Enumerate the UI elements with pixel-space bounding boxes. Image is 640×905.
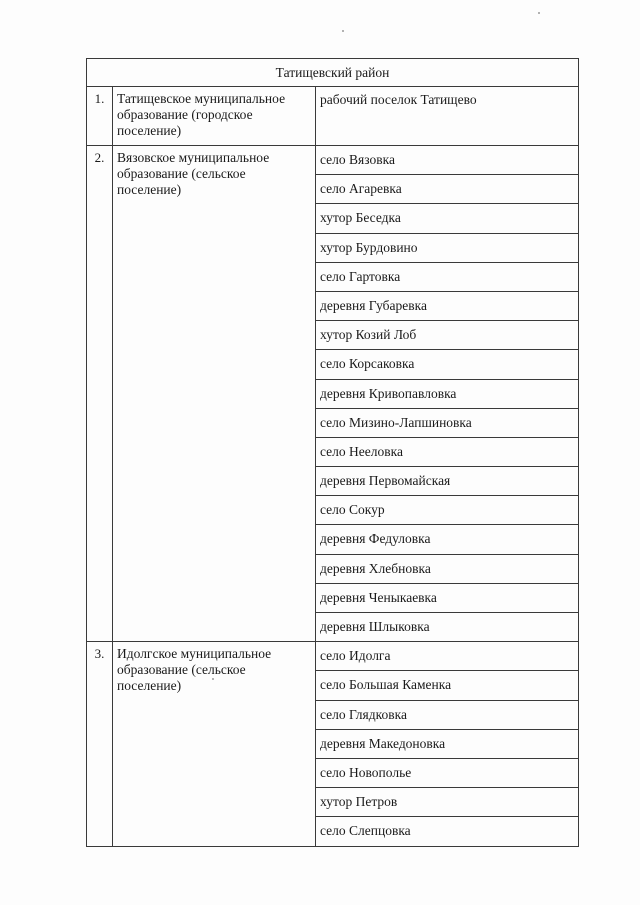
settlement-cell bbox=[316, 642, 579, 671]
settlement-cell bbox=[316, 321, 579, 350]
municipality-number: 2. bbox=[87, 146, 113, 642]
settlement-name: деревня Ченыкаевка bbox=[320, 589, 437, 605]
settlement-name: село Корсаковка bbox=[320, 356, 415, 372]
settlement-name: село Идолга bbox=[320, 648, 391, 664]
scan-speck bbox=[538, 12, 540, 14]
settlement-name: село Слепцовка bbox=[320, 823, 411, 839]
settlement-cell bbox=[316, 204, 579, 233]
municipality-name: Идолгское муниципальное образование (сельское поселение) bbox=[117, 646, 272, 694]
settlement-cell bbox=[316, 671, 579, 700]
settlement-cell bbox=[316, 87, 579, 146]
municipality-number: 3. bbox=[87, 642, 113, 846]
municipality-name: Татищевское муниципальное образование (городское поселение) bbox=[117, 91, 286, 138]
settlement-name: село Сокур bbox=[320, 502, 385, 518]
settlements-table bbox=[86, 58, 579, 847]
table-row bbox=[87, 146, 579, 175]
settlement-name: село Глядковка bbox=[320, 706, 407, 722]
municipality-cell bbox=[113, 146, 316, 642]
municipality-name: Вязовское муниципальное образование (сельское поселение) bbox=[117, 150, 270, 197]
settlement-cell bbox=[316, 554, 579, 583]
settlement-name: деревня Кривопавловка bbox=[320, 385, 457, 401]
settlement-cell bbox=[316, 788, 579, 817]
table-row bbox=[87, 87, 579, 146]
settlement-cell bbox=[316, 146, 579, 175]
settlement-name: хутор Козий Лоб bbox=[320, 327, 417, 343]
settlement-cell bbox=[316, 233, 579, 262]
settlement-name: село Нееловка bbox=[320, 443, 403, 459]
settlement-name: село Агаревка bbox=[320, 181, 402, 197]
settlement-cell bbox=[316, 467, 579, 496]
settlement-cell bbox=[316, 379, 579, 408]
district-header-row bbox=[87, 59, 579, 87]
settlement-cell bbox=[316, 525, 579, 554]
settlement-cell bbox=[316, 729, 579, 758]
settlement-cell bbox=[316, 496, 579, 525]
settlement-name: деревня Губаревка bbox=[320, 297, 427, 313]
settlement-name: деревня Македоновка bbox=[320, 735, 446, 751]
municipality-cell bbox=[113, 87, 316, 146]
settlement-name: рабочий поселок Татищево bbox=[320, 92, 477, 107]
table-row bbox=[87, 642, 579, 671]
settlement-name: село Новополье bbox=[320, 764, 412, 780]
settlement-name: деревня Федуловка bbox=[320, 531, 431, 547]
settlement-cell bbox=[316, 408, 579, 437]
settlement-cell bbox=[316, 262, 579, 291]
scan-speck bbox=[342, 30, 344, 32]
settlement-name: деревня Шлыковка bbox=[320, 619, 430, 634]
municipality-number: 1. bbox=[87, 87, 113, 146]
settlement-name: деревня Хлебновка bbox=[320, 560, 431, 576]
settlement-cell bbox=[316, 758, 579, 787]
settlement-cell bbox=[316, 291, 579, 320]
settlement-cell bbox=[316, 437, 579, 466]
settlement-name: хутор Петров bbox=[320, 794, 398, 810]
settlement-cell bbox=[316, 817, 579, 846]
settlement-cell bbox=[316, 583, 579, 612]
district-title: Татищевский район bbox=[87, 59, 579, 87]
settlement-cell bbox=[316, 700, 579, 729]
settlement-name: село Мизино-Лапшиновка bbox=[320, 414, 472, 430]
settlement-cell bbox=[316, 613, 579, 642]
municipality-cell bbox=[113, 642, 316, 846]
settlement-cell bbox=[316, 350, 579, 379]
settlement-name: село Гартовка bbox=[320, 268, 401, 284]
settlement-name: село Большая Каменка bbox=[320, 677, 452, 693]
settlement-name: деревня Первомайская bbox=[320, 473, 451, 489]
settlement-cell bbox=[316, 175, 579, 204]
settlement-name: хутор Бурдовино bbox=[320, 239, 418, 255]
settlement-name: хутор Беседка bbox=[320, 210, 401, 226]
settlement-name: село Вязовка bbox=[320, 152, 395, 167]
